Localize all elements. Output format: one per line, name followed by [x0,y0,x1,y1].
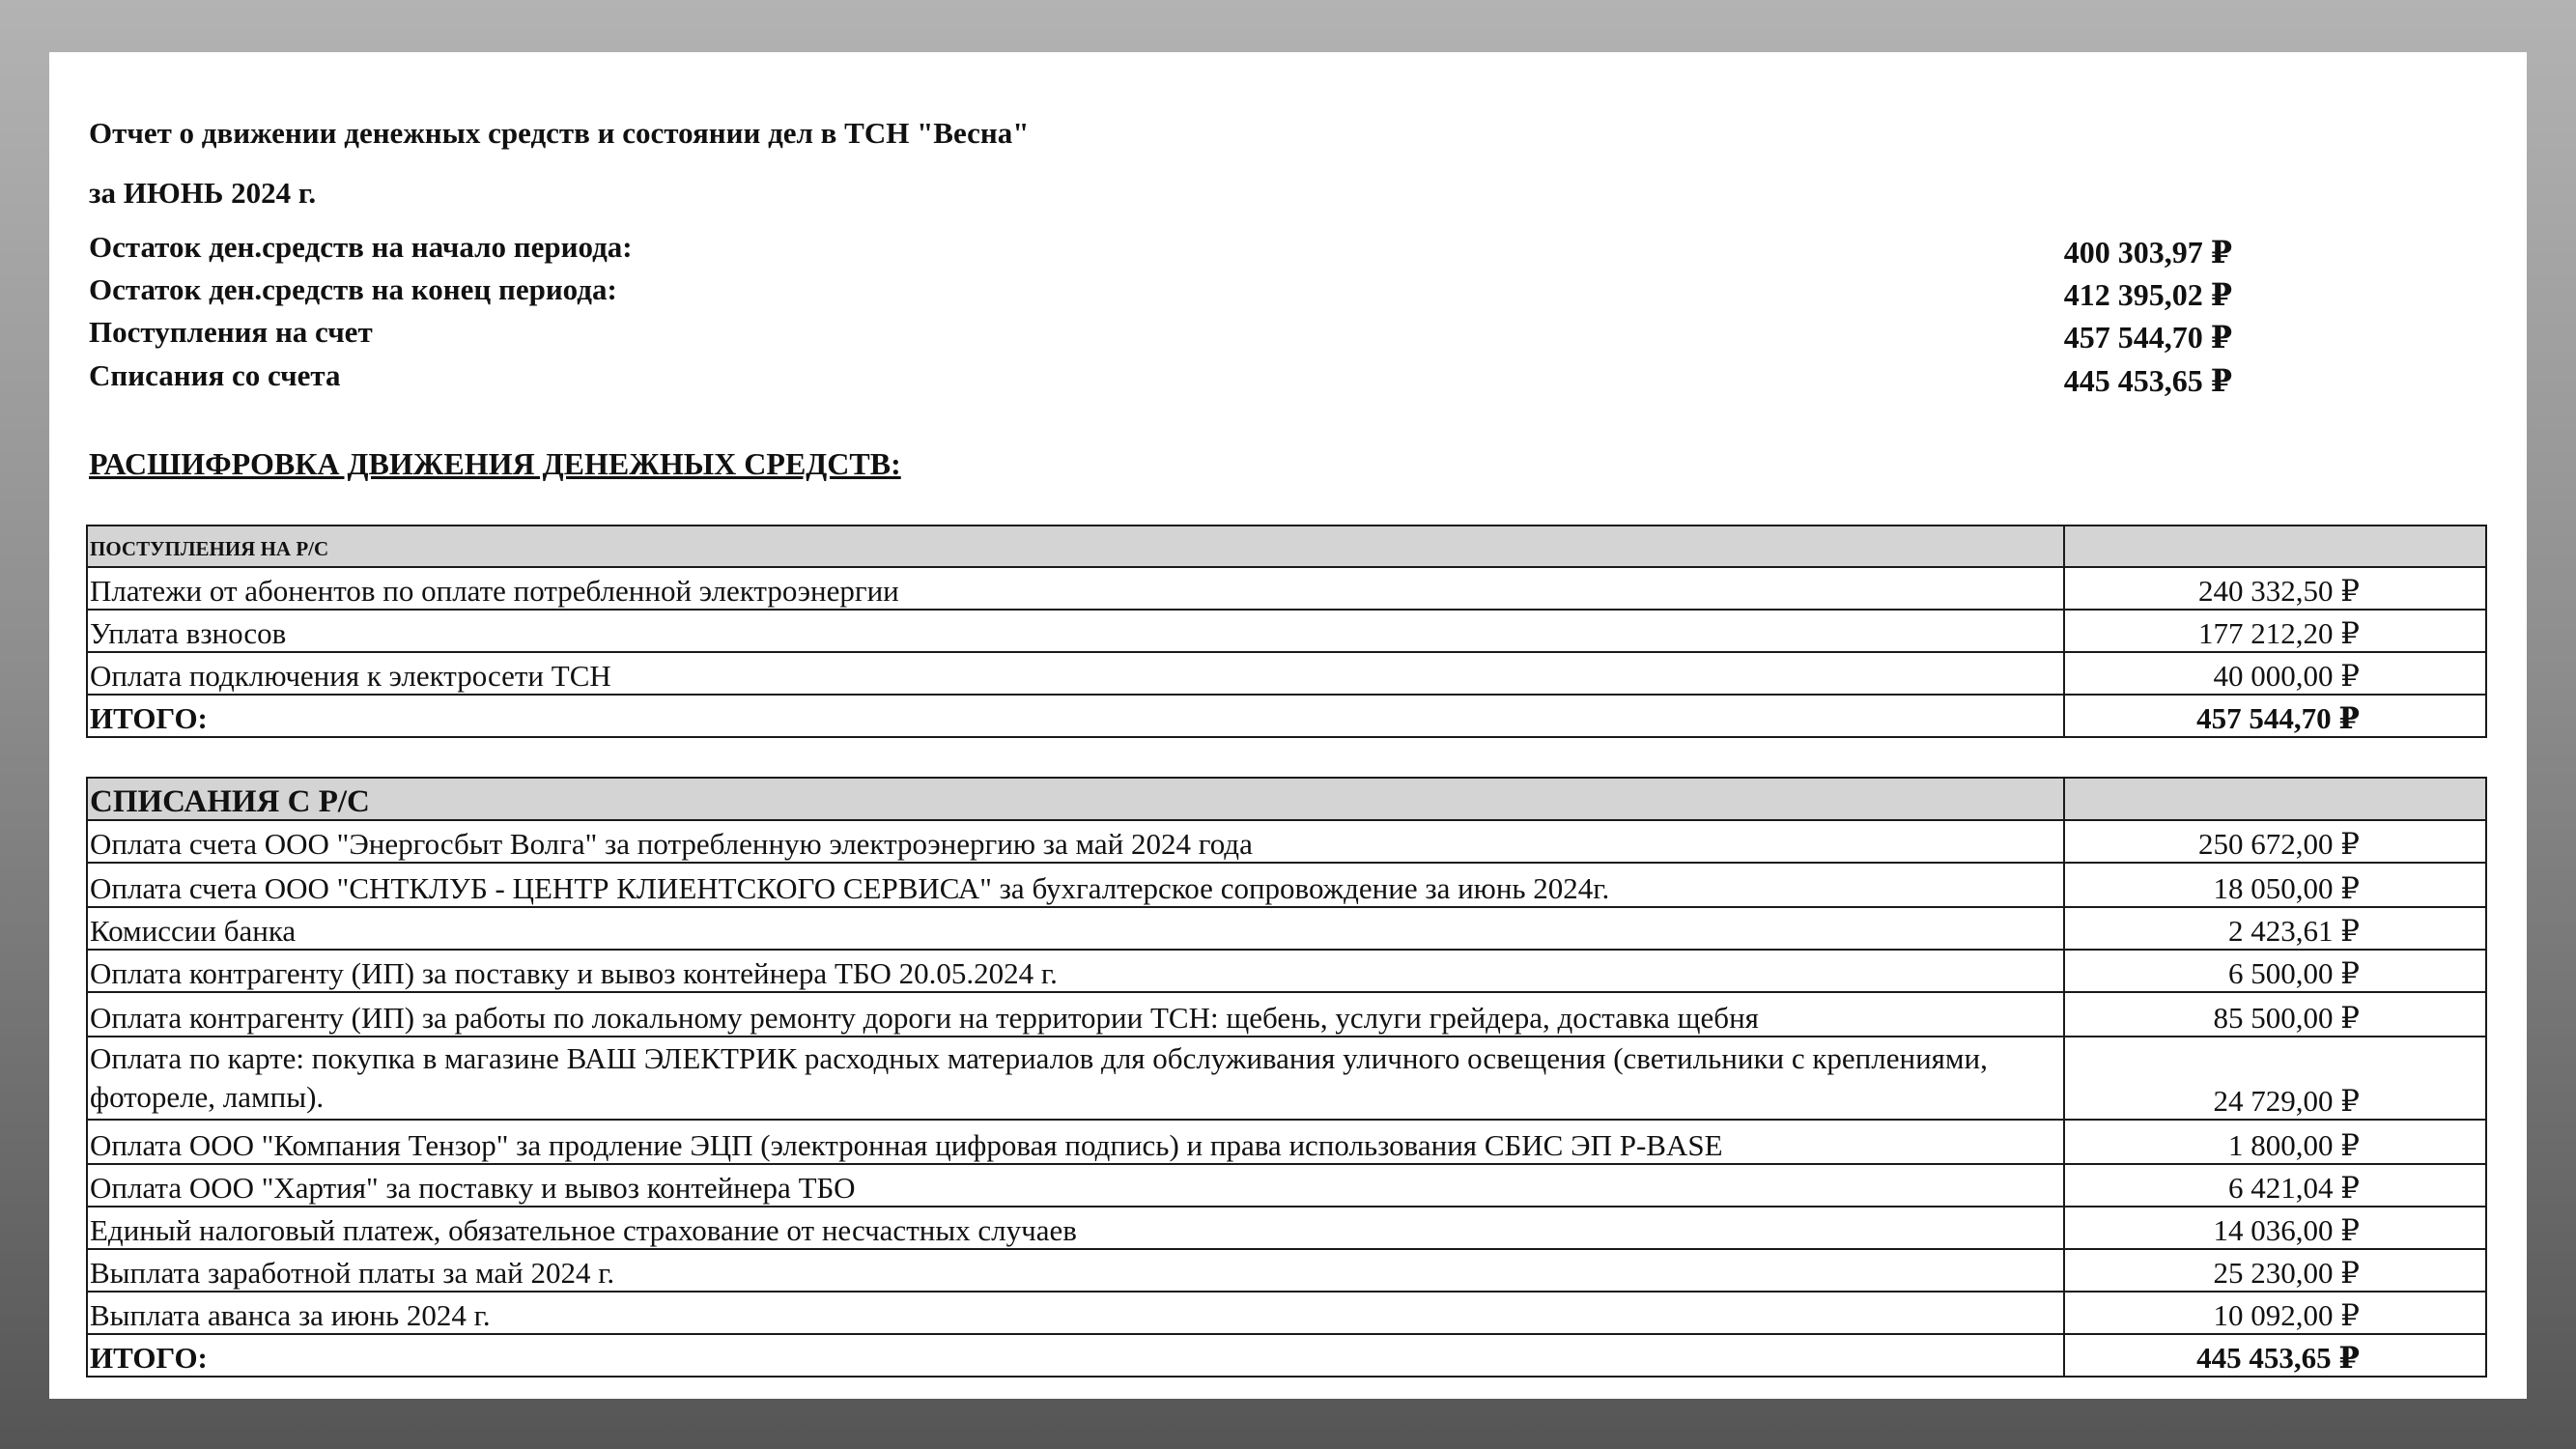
row-amount: 24 729,00 ₽ [2064,1037,2486,1120]
income-header-amount [2064,526,2486,567]
expense-total-row [87,1334,2486,1377]
row-amount: 240 332,50 ₽ [2064,567,2486,610]
report-sheet [49,52,2527,1399]
summary-value-closing: 412 395,02 ₽ [2063,277,2232,312]
row-label: Платежи от абонентов по оплате потребленной электроэнергии [87,567,2064,610]
row-label: Выплата заработной платы за май 2024 г. [87,1249,2064,1292]
report-period: за ИЮНЬ 2024 г. [89,176,317,210]
summary-value-income: 457 544,70 ₽ [2063,320,2232,355]
row-label: Оплата ООО "Компания Тензор" за продление ЭЦП (электронная цифровая подпись) и права использования СБИС ЭП P-BASE [87,1120,2064,1164]
summary-label-expense: Списания со счета [89,358,341,392]
expense-header-amount [2064,778,2486,820]
table-row [87,820,2486,863]
table-row [87,1292,2486,1334]
table-row [87,1120,2486,1164]
row-amount: 25 230,00 ₽ [2064,1249,2486,1292]
table-row [87,1037,2486,1120]
row-amount: 177 212,20 ₽ [2064,610,2486,652]
summary-label-income: Поступления на счет [89,315,373,349]
income-header: ПОСТУПЛЕНИЯ НА Р/С [87,526,2064,567]
row-amount: 85 500,00 ₽ [2064,992,2486,1037]
row-label: Выплата аванса за июнь 2024 г. [87,1292,2064,1334]
table-row [87,652,2486,695]
table-row [87,950,2486,992]
expense-header-row [87,778,2486,820]
breakdown-title: РАСШИФРОВКА ДВИЖЕНИЯ ДЕНЕЖНЫХ СРЕДСТВ: [89,446,901,481]
table-row [87,567,2486,610]
row-label: Комиссии банка [87,907,2064,950]
table-row [87,1164,2486,1207]
row-amount: 6 421,04 ₽ [2064,1164,2486,1207]
summary-label-closing: Остаток ден.средств на конец периода: [89,272,617,306]
table-row [87,610,2486,652]
row-label: Оплата по карте: покупка в магазине ВАШ ЭЛЕКТРИК расходных материалов для обслуживания уличного освещения (светильники с креплениями, фотореле, лампы). [87,1037,2064,1120]
report-title: Отчет о движении денежных средств и состоянии дел в ТСН "Весна" [89,116,1030,150]
row-label: Единый налоговый платеж, обязательное страхование от несчастных случаев [87,1207,2064,1249]
row-amount: 2 423,61 ₽ [2064,907,2486,950]
row-label: Оплата контрагенту (ИП) за работы по локальному ремонту дороги на территории ТСН: щебень, услуги грейдера, доставка щебня [87,992,2064,1037]
income-header-row [87,526,2486,567]
table-row [87,1207,2486,1249]
total-label: ИТОГО: [87,695,2064,737]
income-total-row [87,695,2486,737]
summary-value-expense: 445 453,65 ₽ [2063,363,2232,398]
total-amount: 457 544,70 ₽ [2064,695,2486,737]
summary-value-opening: 400 303,97 ₽ [2063,235,2232,270]
table-row [87,1249,2486,1292]
row-label: Оплата ООО "Хартия" за поставку и вывоз контейнера ТБО [87,1164,2064,1207]
row-label: Оплата счета ООО "СНТКЛУБ - ЦЕНТР КЛИЕНТСКОГО СЕРВИСА" за бухгалтерское сопровождение за июнь 2024г. [87,863,2064,907]
row-label: Оплата контрагенту (ИП) за поставку и вывоз контейнера ТБО 20.05.2024 г. [87,950,2064,992]
table-row [87,863,2486,907]
expense-table [86,777,2487,1378]
expense-header: СПИСАНИЯ С Р/С [87,778,2064,820]
row-label: Оплата подключения к электросети ТСН [87,652,2064,695]
row-amount: 40 000,00 ₽ [2064,652,2486,695]
row-amount: 10 092,00 ₽ [2064,1292,2486,1334]
table-row [87,907,2486,950]
row-amount: 1 800,00 ₽ [2064,1120,2486,1164]
income-table [86,525,2487,738]
row-amount: 14 036,00 ₽ [2064,1207,2486,1249]
row-label: Оплата счета ООО "Энергосбыт Волга" за потребленную электроэнергию за май 2024 года [87,820,2064,863]
total-label: ИТОГО: [87,1334,2064,1377]
row-amount: 6 500,00 ₽ [2064,950,2486,992]
row-amount: 250 672,00 ₽ [2064,820,2486,863]
summary-label-opening: Остаток ден.средств на начало периода: [89,230,633,264]
total-amount: 445 453,65 ₽ [2064,1334,2486,1377]
row-label: Уплата взносов [87,610,2064,652]
row-amount: 18 050,00 ₽ [2064,863,2486,907]
table-row [87,992,2486,1037]
